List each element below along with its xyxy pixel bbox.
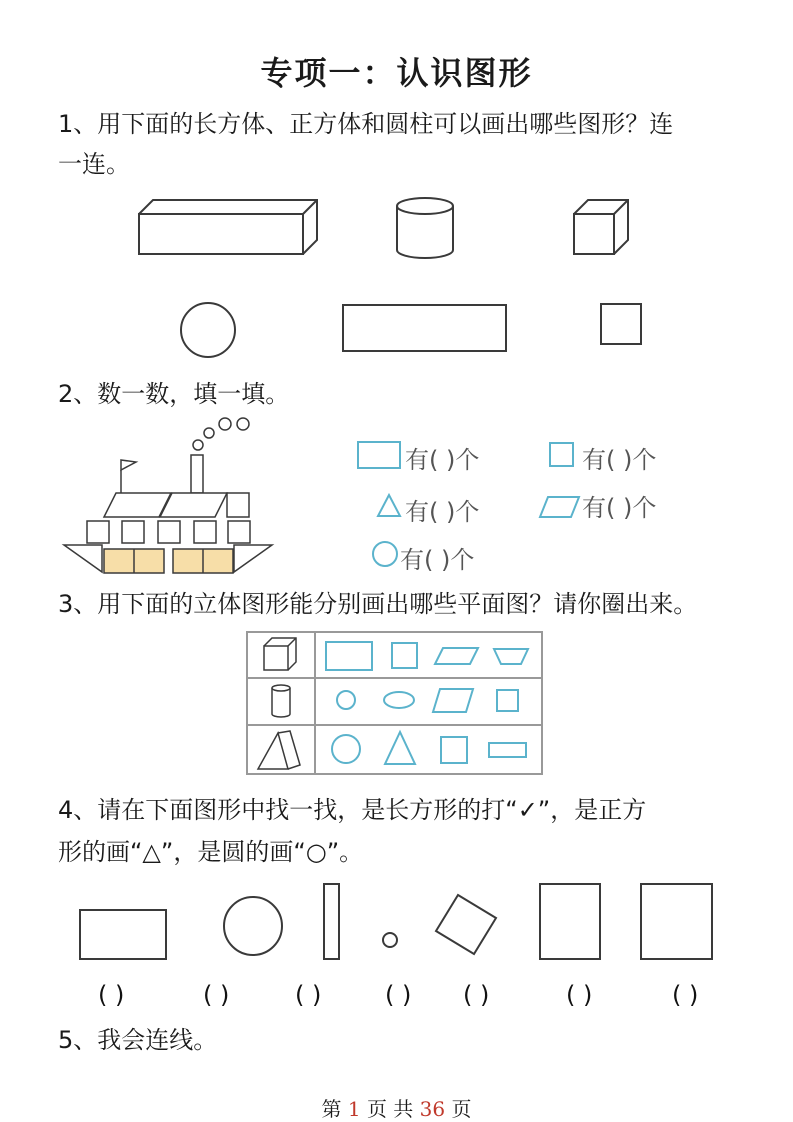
cube-figure [574, 200, 628, 254]
square-shape [601, 304, 641, 344]
footer-mid: 页 共 [366, 1097, 414, 1121]
count-square-icon [550, 443, 573, 466]
footer-suffix: 页 [451, 1097, 472, 1121]
count-parallelogram-icon [540, 497, 579, 517]
question-5: 5、我会连线。 [58, 1026, 218, 1054]
cuboid-figure [139, 200, 317, 254]
rectangle-shape [343, 305, 506, 351]
row3-shapes [332, 732, 526, 764]
total-page-count: 36 [419, 1097, 446, 1121]
question-1-line-2: 一连。 [58, 150, 130, 178]
answer-blank-5[interactable]: ( ) [463, 981, 490, 1009]
count-triangle-icon [378, 495, 400, 516]
table-cylinder [272, 685, 290, 717]
row1-shapes [326, 642, 528, 670]
q4-shapes [80, 884, 712, 959]
question-4-line-1: 4、请在下面图形中找一找，是长方形的打“✓”，是正方 [58, 796, 647, 824]
answer-blank-7[interactable]: ( ) [672, 981, 699, 1009]
page-footer [0, 1093, 793, 1122]
ship-figure [64, 418, 272, 573]
question-4-line-2: 形的画“△”，是圆的画“○”。 [58, 838, 364, 866]
circle-shape [181, 303, 235, 357]
count-parallelogram-blank[interactable]: 有( )个 [582, 494, 657, 522]
count-square-blank[interactable]: 有( )个 [582, 446, 657, 474]
answer-blank-1[interactable]: ( ) [98, 981, 125, 1009]
row2-shapes [337, 689, 518, 712]
footer-prefix: 第 [321, 1097, 342, 1121]
count-triangle-blank[interactable]: 有( )个 [405, 498, 480, 526]
count-rectangle-blank[interactable]: 有( )个 [405, 446, 480, 474]
answer-blank-2[interactable]: ( ) [203, 981, 230, 1009]
answer-blank-4[interactable]: ( ) [385, 981, 412, 1009]
question-3: 3、用下面的立体图形能分别画出哪些平面图？请你圈出来。 [58, 590, 698, 618]
count-circle-blank[interactable]: 有( )个 [400, 546, 475, 574]
question-2: 2、数一数，填一填。 [58, 380, 290, 408]
count-circle-icon [373, 542, 397, 566]
current-page-number: 1 [347, 1097, 361, 1121]
page-title: 专项一：认识图形 [260, 54, 533, 92]
table-prism [258, 731, 300, 769]
table-cube [264, 638, 296, 670]
count-rectangle-icon [358, 442, 400, 468]
question-1-line-1: 1、用下面的长方体、正方体和圆柱可以画出哪些图形？连 [58, 110, 674, 138]
cylinder-figure [397, 198, 453, 258]
answer-blank-6[interactable]: ( ) [566, 981, 593, 1009]
answer-blank-3[interactable]: ( ) [295, 981, 322, 1009]
